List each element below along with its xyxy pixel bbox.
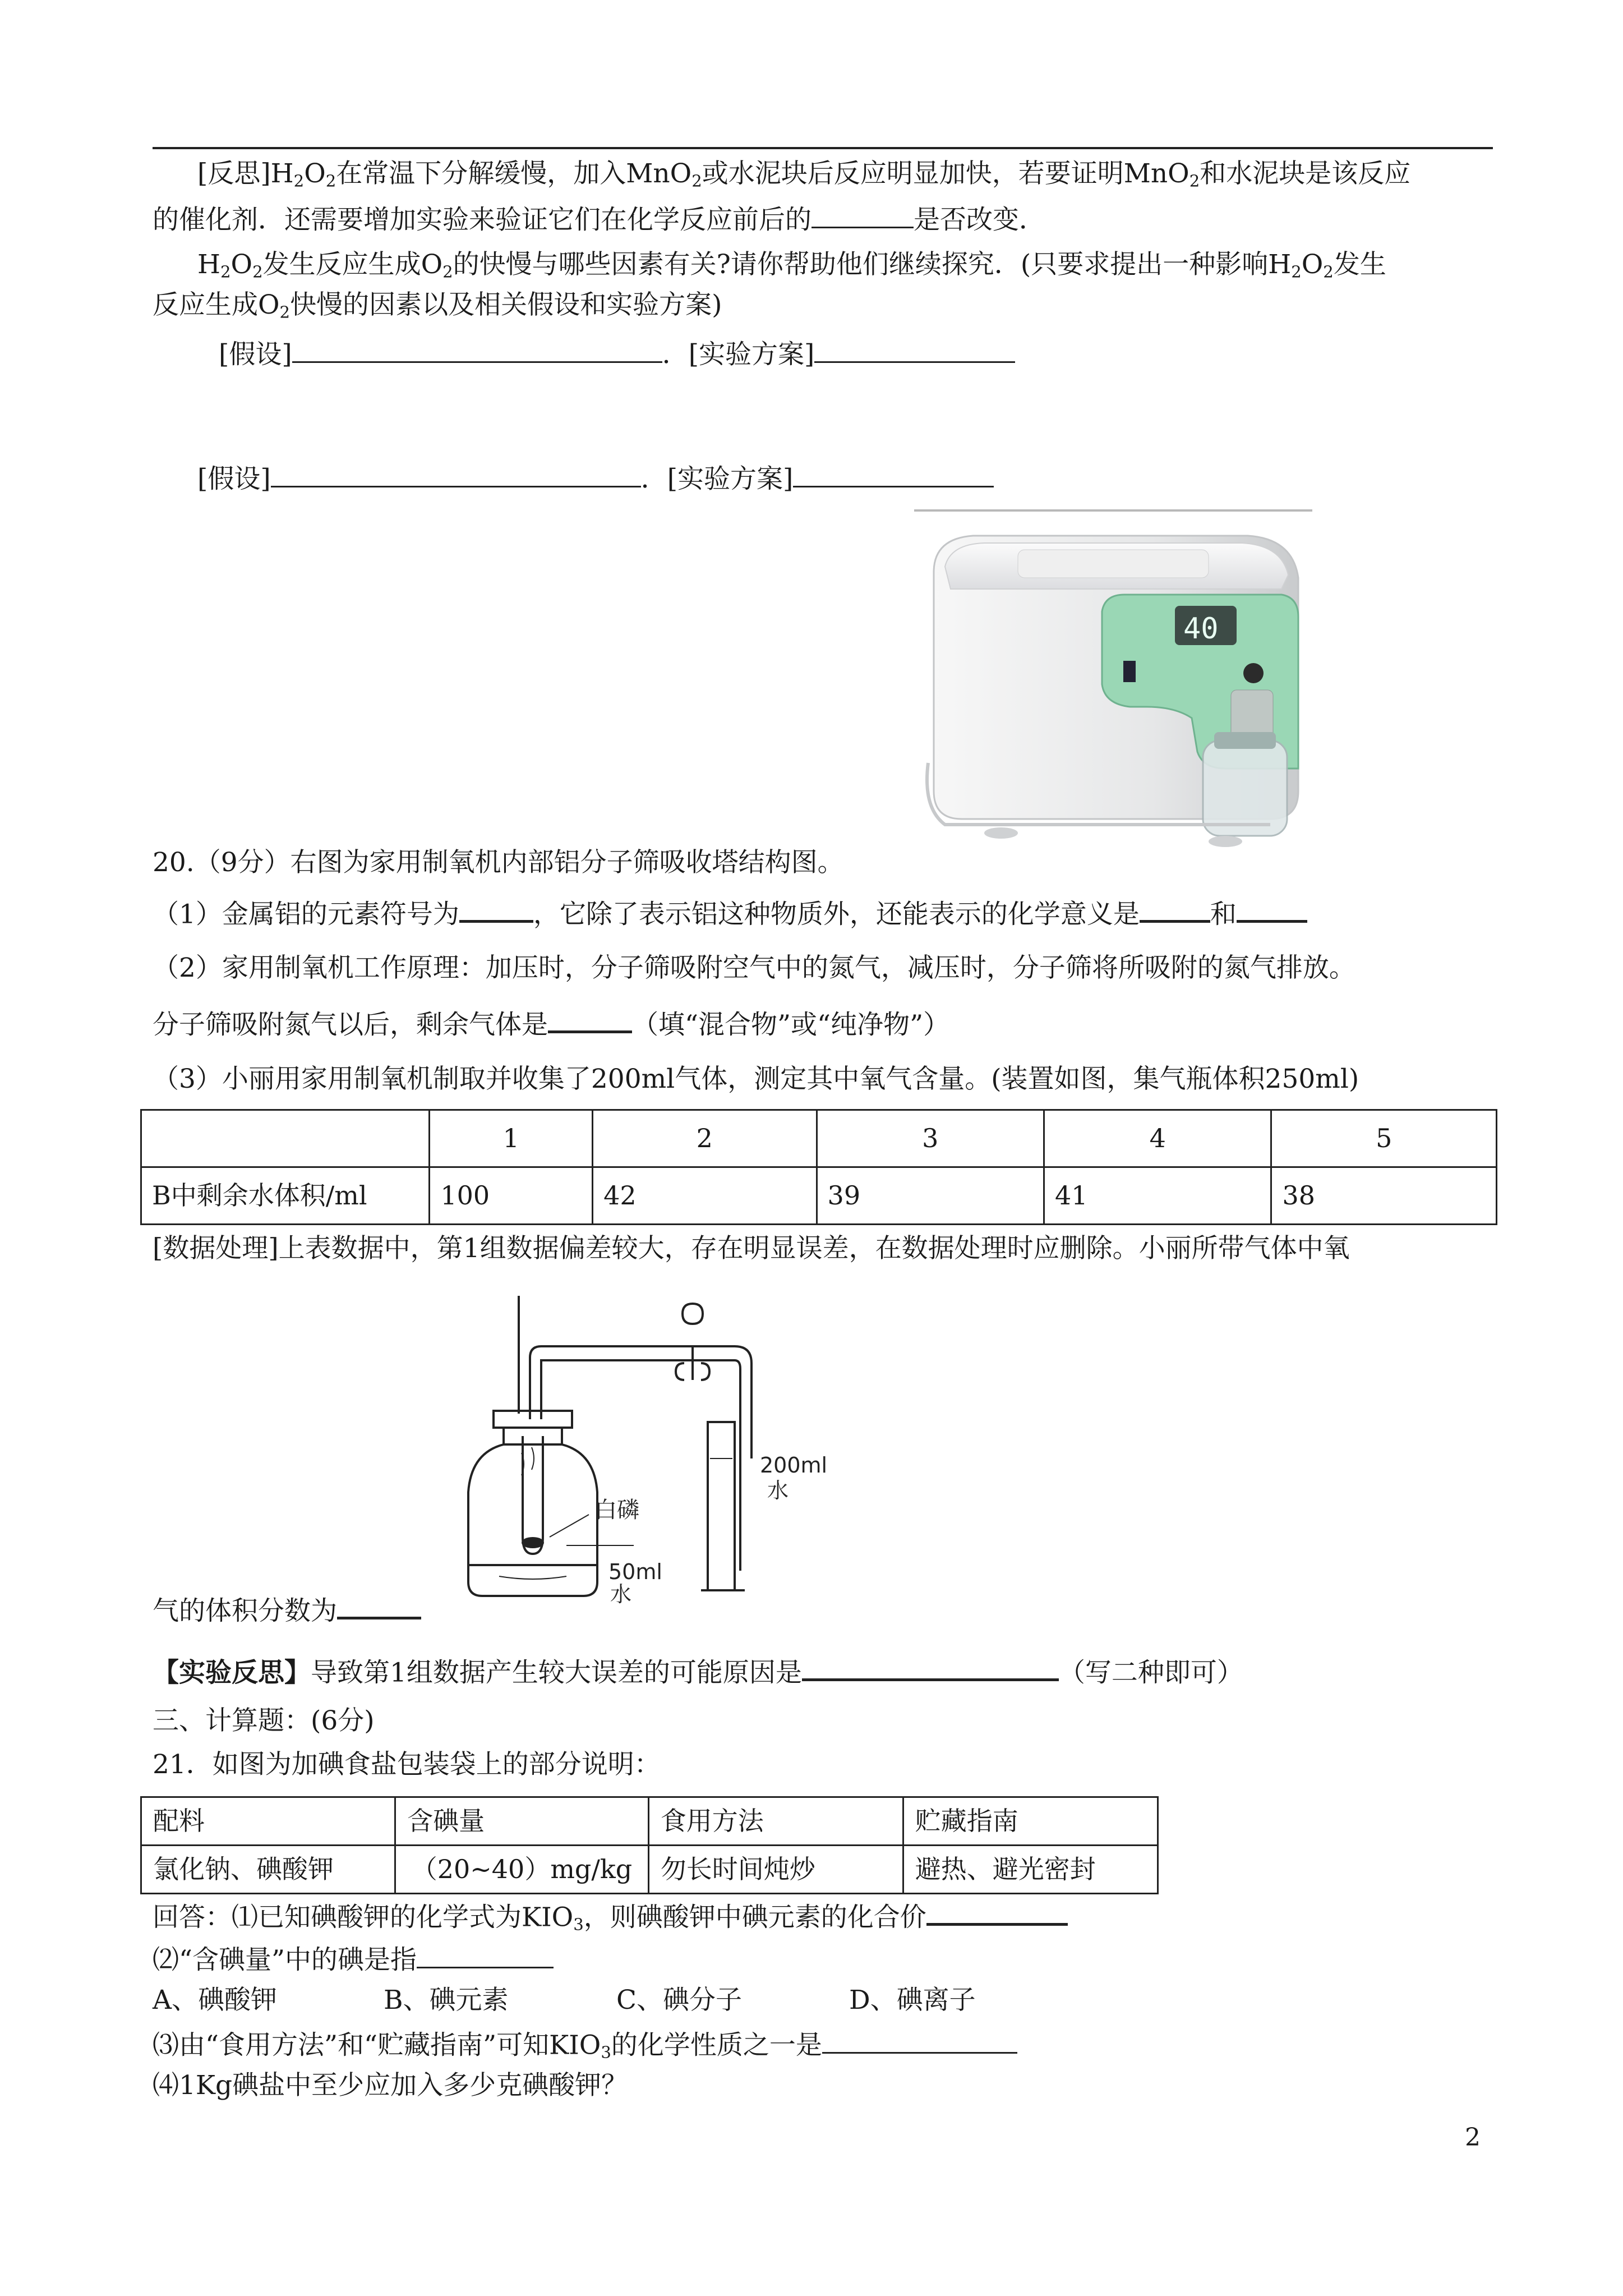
salt-label-table xyxy=(140,1796,1159,1894)
table-row xyxy=(141,1110,1497,1167)
table-cell: B中剩余水体积/ml xyxy=(141,1167,430,1225)
page-number: 2 xyxy=(1465,2123,1481,2152)
q21-title: 21．如图为加碘食盐包装袋上的部分说明： xyxy=(153,1749,661,1780)
water-volume-table xyxy=(140,1109,1497,1225)
answer-blank[interactable] xyxy=(1140,895,1210,923)
table-cell: 100 xyxy=(430,1167,593,1225)
experiment-reflection: 【实验反思】导致第1组数据产生较大误差的可能原因是 （写二种即可） xyxy=(153,1654,1243,1689)
table-cell: 4 xyxy=(1044,1110,1271,1167)
option-a[interactable]: A、碘酸钾 xyxy=(153,1985,277,2016)
section-calculation: 三、计算题：(6分) xyxy=(153,1705,375,1736)
header-rule xyxy=(153,147,1493,149)
table-cell: （20~40）mg/kg xyxy=(395,1846,649,1894)
table-cell: 1 xyxy=(430,1110,593,1167)
q20-part-2b: 分子筛吸附氮气以后，剩余气体是 （填“混合物”或“纯净物”） xyxy=(153,1006,949,1041)
table-cell xyxy=(141,1110,430,1167)
answer-blank[interactable] xyxy=(811,201,914,228)
option-b[interactable]: B、碘元素 xyxy=(384,1985,509,2016)
q21-answer-2: ⑵“含碘量”中的碘是指 xyxy=(153,1941,554,1976)
q21-answer-1: 回答：⑴已知碘酸钾的化学式为$KIO_3$，则碘酸钾中碘元素的化合价 xyxy=(153,1898,1068,1934)
table-cell: 含碘量 xyxy=(395,1797,649,1846)
table-cell: 2 xyxy=(593,1110,817,1167)
q20-title: 20.（9分）右图为家用制氧机内部铝分子筛吸收塔结构图。 xyxy=(153,847,844,878)
volume-fraction: 气的体积分数为 xyxy=(153,1592,421,1627)
plan-blank[interactable] xyxy=(793,460,994,487)
table-row xyxy=(141,1797,1158,1846)
hypothesis-blank[interactable] xyxy=(271,460,641,487)
table-cell: 勿长时间炖炒 xyxy=(648,1846,903,1894)
option-d[interactable]: D、碘离子 xyxy=(849,1985,976,2016)
answer-blank[interactable] xyxy=(459,895,533,923)
table-cell: 38 xyxy=(1271,1167,1497,1225)
reflection-line-1: [反思]$H_2O_2$在常温下分解缓慢，加入MnO$_2$或水泥块后反应明显加快，若要证明MnO$_2$和水泥块是该反应 xyxy=(197,158,1411,191)
option-c[interactable]: C、碘分子 xyxy=(616,1985,742,2016)
table-row xyxy=(141,1167,1497,1225)
table-cell: 食用方法 xyxy=(648,1797,903,1846)
white-phosphorus-label: 白磷 xyxy=(594,1497,639,1523)
answer-blank[interactable] xyxy=(417,1941,554,1968)
answer-blank[interactable] xyxy=(337,1592,421,1619)
apparatus-diagram xyxy=(437,1290,875,1604)
data-processing: [数据处理]上表数据中，第1组数据偏差较大，存在明显误差，在数据处理时应删除。小丽所带气体中氧 xyxy=(153,1233,1350,1264)
table-cell: 避热、避光密封 xyxy=(903,1846,1158,1894)
answer-blank[interactable] xyxy=(822,2026,1017,2054)
table-cell: 3 xyxy=(817,1110,1044,1167)
q21-options xyxy=(153,1985,976,2016)
answer-blank[interactable] xyxy=(802,1654,1059,1681)
bottle-volume-label: 50ml xyxy=(608,1559,662,1584)
answer-blank[interactable] xyxy=(1237,895,1307,923)
table-cell: 39 xyxy=(817,1167,1044,1225)
factor-line-2: 反应生成$O_2$快慢的因素以及相关假设和实验方案) xyxy=(153,289,722,322)
power-switch xyxy=(1123,661,1136,682)
cylinder-volume-label: 200ml xyxy=(760,1453,828,1478)
q21-answer-4: ⑷1Kg碘盐中至少应加入多少克碘酸钾？ xyxy=(153,2070,628,2101)
oxygen-concentrator-image xyxy=(911,505,1315,869)
table-cell: 贮藏指南 xyxy=(903,1797,1158,1846)
plan-blank[interactable] xyxy=(814,335,1015,363)
hypothesis-blank[interactable] xyxy=(292,335,662,363)
table-cell: 配料 xyxy=(141,1797,395,1846)
table-row xyxy=(141,1846,1158,1894)
q20-part-2: （2）家用制氧机工作原理：加压时，分子筛吸附空气中的氮气，减压时，分子筛将所吸附的氮气排放。 xyxy=(153,953,1355,983)
answer-blank[interactable] xyxy=(926,1898,1068,1926)
answer-blank[interactable] xyxy=(548,1006,632,1033)
table-cell: 氯化钠、碘酸钾 xyxy=(141,1846,395,1894)
q21-answer-3: ⑶由“食用方法”和“贮藏指南”可知$KIO_3$的化学性质之一是 xyxy=(153,2026,1017,2062)
reflection-line-2: 的催化剂．还需要增加实验来验证它们在化学反应前后的 是否改变． xyxy=(153,201,1045,236)
hypothesis-row-1: [假设] ．[实验方案] xyxy=(219,335,1015,371)
factor-line-1: $H_2O_2$发生反应生成$O_2$的快慢与哪些因素有关?请你帮助他们继续探究．(只要求提出一种影响$H_2O_2$发生 xyxy=(197,249,1386,282)
q20-part-3: （3）小丽用家用制氧机制取并收集了200ml气体，测定其中氧气含量。(装置如图，集气瓶体积250ml) xyxy=(153,1064,1359,1094)
q20-part-1: （1）金属铝的元素符号为 ，它除了表示铝这种物质外，还能表示的化学意义是 和 xyxy=(153,895,1307,931)
hypothesis-row-2: [假设] ．[实验方案] xyxy=(197,460,994,495)
device-display-value: 40 xyxy=(1183,612,1219,646)
bottle-water-label: 水 xyxy=(610,1582,632,1604)
table-cell: 5 xyxy=(1271,1110,1497,1167)
table-cell: 42 xyxy=(593,1167,817,1225)
table-cell: 41 xyxy=(1044,1167,1271,1225)
cylinder-water-label: 水 xyxy=(767,1478,789,1503)
